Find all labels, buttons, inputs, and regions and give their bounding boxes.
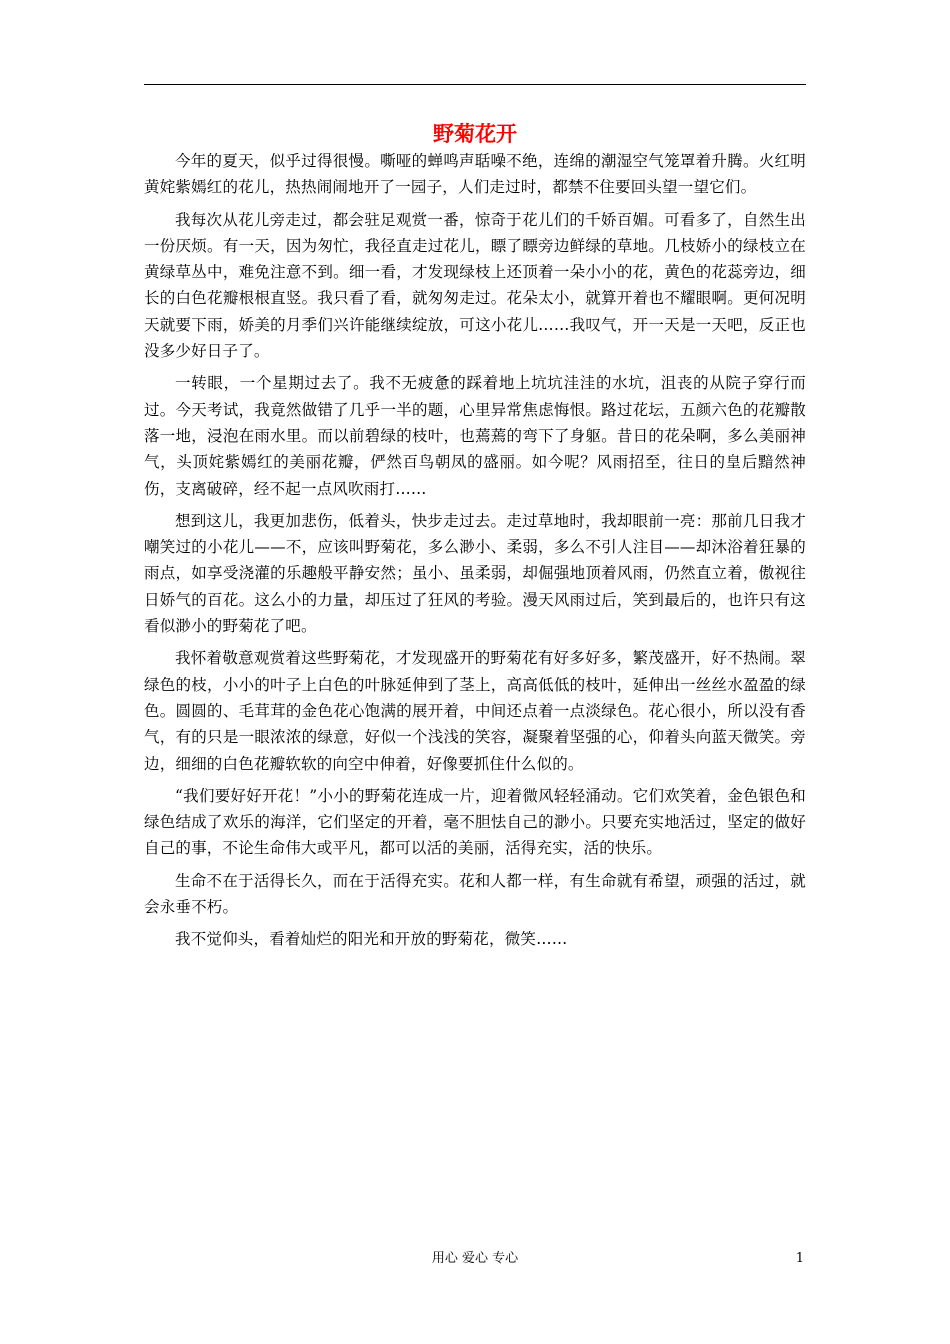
header-rule (144, 84, 806, 85)
paragraph: 今年的夏天，似乎过得很慢。嘶哑的蝉鸣声聒噪不绝，连绵的潮湿空气笼罩着升腾。火红明黄姹紫嫣红的花儿，热热闹闹地开了一园子，人们走过时，都禁不住要回头望一望它们。 (144, 152, 806, 197)
paragraph: 我不觉仰头，看着灿烂的阳光和开放的野菊花，微笑…… (175, 930, 568, 949)
paragraph: 我怀着敬意观赏着这些野菊花，才发现盛开的野菊花有好多好多，繁茂盛开，好不热闹。翠绿色的枝，小小的叶子上白色的叶脉延伸到了茎上，高高低低的枝叶，延伸出一丝丝水盈盈的绿色。圆圆的、毛茸茸的金色花心饱满的展开着，中间还点着一点淡绿色。花心很小，所以没有香气，有的只是一眼浓浓的绿意，好似一个浅浅的笑容，凝聚着坚强的心，仰着头向蓝天微笑。旁边，细细的白色花瓣软软的向空中伸着，好像要抓住什么似的。 (144, 649, 806, 773)
paragraph: 想到这儿，我更加悲伤，低着头，快步走过去。走过草地时，我却眼前一亮：那前几日我才嘲笑过的小花儿——不，应该叫野菊花，多么渺小、柔弱，多么不引人注目——却沐浴着狂暴的雨点，如享受浇灌的乐趣般平静安然；虽小、虽柔弱，却倔强地顶着风雨，仍然直立着，傲视往日娇气的百花。这么小的力量，却压过了狂风的考验。漫天风雨过后，笑到最后的，也许只有这看似渺小的野菊花了吧。 (144, 511, 806, 636)
paragraph: 我每次从花儿旁走过，都会驻足观赏一番，惊奇于花儿们的千娇百媚。可看多了，自然生出一份厌烦。有一天，因为匆忙，我径直走过花儿，瞟了瞟旁边鲜绿的草地。几枝娇小的绿枝立在黄绿草丛中，难免注意不到。细一看，才发现绿枝上还顶着一朵小小的花，黄色的花蕊旁边，细长的白色花瓣根根直竖。我只看了看，就匆匆走过。花朵太小，就算开着也不耀眼啊。更何况明天就要下雨，娇美的月季们兴许能继续绽放，可这小花儿……我叹气，开一天是一天吧，反正也没多少好日子了。 (144, 210, 806, 361)
paragraph: 生命不在于活得长久，而在于活得充实。花和人都一样，有生命就有希望，顽强的活过，就会永垂不朽。 (144, 871, 806, 917)
paragraph: 一转眼，一个星期过去了。我不无疲惫的踩着地上坑坑洼洼的水坑，沮丧的从院子穿行而过。今天考试，我竟然做错了几乎一半的题，心里异常焦虑悔恨。路过花坛，五颜六色的花瓣散落一地，浸泡在雨水里。而以前碧绿的枝叶，也蔫蔫的弯下了身躯。昔日的花朵啊，多么美丽神气，头顶姹紫嫣红的美丽花瓣，俨然百鸟朝凤的盛丽。如今呢？风雨招至，往日的皇后黯然神伤，支离破碎，经不起一点风吹雨打…… (144, 374, 806, 498)
document-body (144, 120, 806, 959)
page-number: 1 (795, 1251, 804, 1266)
footer-text: 用心 爱心 专心 (431, 1251, 519, 1266)
document-title: 野菊花开 (433, 121, 517, 146)
paragraph: “我们要好好开花！”小小的野菊花连成一片，迎着微风轻轻涌动。它们欢笑着，金色银色和绿色结成了欢乐的海洋，它们坚定的开着，毫不胆怯自己的渺小。只要充实地活过，坚定的做好自己的事，不论生命伟大或平凡，都可以活的美丽，活得充实，活的快乐。 (144, 786, 806, 858)
